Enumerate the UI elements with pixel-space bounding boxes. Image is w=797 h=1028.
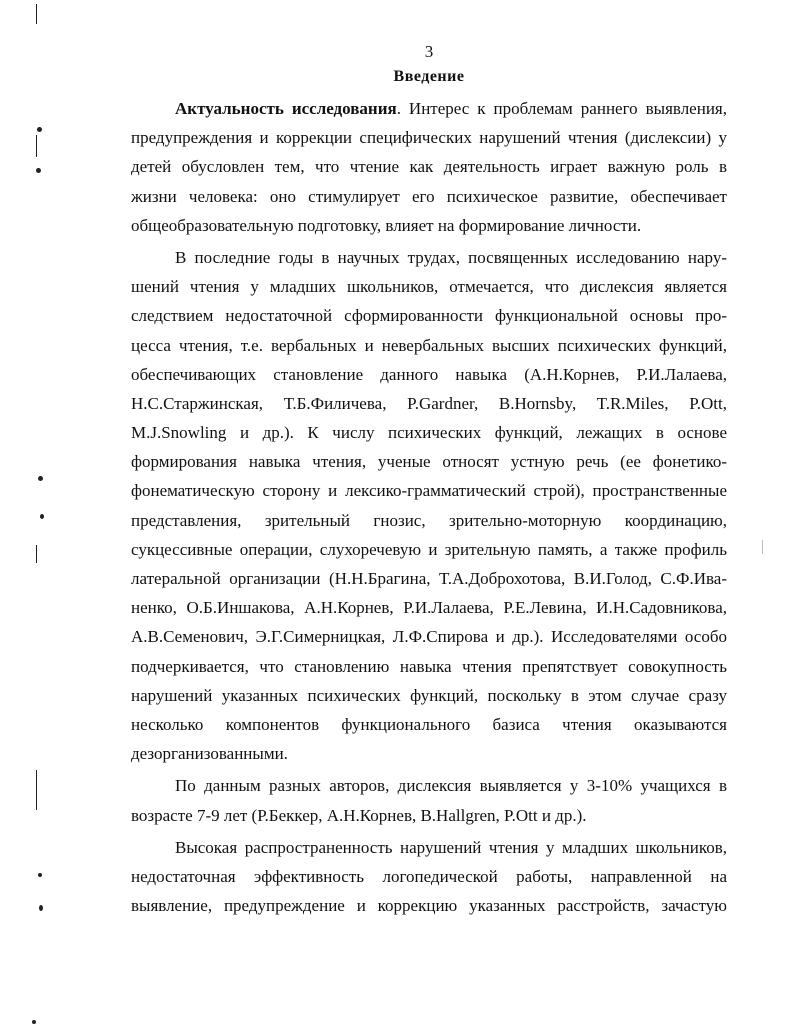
scan-dot-1 (37, 127, 42, 132)
page-heading: Введение (393, 68, 465, 85)
paragraph-3-line: возрасте 7-9 лет (Р.Беккер, А.Н.Корнев, B.Hallgren, P.Ott и др.). (131, 805, 587, 825)
paragraph-2-line: шений чтения у младших школьников, отмечается, что дислексия является (131, 277, 727, 297)
paragraph-4-line: недостаточная эффективность логопедической работы, направленной на (131, 866, 727, 886)
paragraph-2-line: следствием недостаточной сформированности функциональной основы про- (131, 306, 727, 326)
paragraph-1-line: Актуальность исследования. Интерес к проблемам раннего выявления, (175, 99, 727, 118)
document-body (131, 94, 727, 920)
paragraph-2-line: А.В.Семенович, Э.Г.Симерницкая, Л.Ф.Спирова и др.). Исследователями особо (131, 627, 727, 647)
paragraph-4-line: Высокая распространенность нарушений чтения у младших школьников, (175, 837, 727, 857)
scan-mark-right (762, 540, 763, 554)
paragraph-2-line: M.J.Snowling и др.). К числу психических функций, лежащих в основе (131, 423, 727, 443)
paragraph-2 (131, 243, 727, 768)
paragraph-2-line: дезорганизованными. (131, 744, 288, 764)
scan-dot-6 (39, 905, 43, 911)
scan-mark-1 (36, 135, 37, 157)
paragraph-lead: Актуальность исследования (175, 99, 397, 118)
scan-dot-2 (36, 168, 41, 173)
scan-dot-5 (38, 873, 42, 877)
paragraph-2-line: несколько компонентов функционального базиса чтения оказываются (131, 714, 727, 734)
paragraph-1-line: предупреждения и коррекции специфических нарушений чтения (дислексии) у (131, 128, 727, 148)
paragraph-2-line: подчеркивается, что становлению навыка чтения препятствует совокупность (131, 656, 727, 676)
paragraph-2-line: обеспечивающих становление данного навыка (А.Н.Корнев, Р.И.Лалаева, (131, 364, 727, 384)
paragraph-1 (131, 94, 727, 240)
paragraph-2-line: цесса чтения, т.е. вербальных и невербальных высших психических функций, (131, 335, 727, 355)
scan-dot-3 (38, 476, 43, 481)
paragraph-1-line: детей обусловлен тем, что чтение как деятельность играет важную роль в (131, 157, 727, 177)
paragraph-2-line: нарушений указанных психических функций, поскольку в этом случае сразу (131, 685, 727, 705)
paragraph-2-line: В последние годы в научных трудах, посвященных исследованию нару- (175, 247, 727, 267)
scan-dot-bottom (32, 1020, 36, 1024)
scan-mark-2 (36, 545, 37, 563)
paragraph-2-line: ненко, О.Б.Иншакова, А.Н.Корнев, Р.И.Лалаева, Р.Е.Левина, И.Н.Садовникова, (131, 598, 727, 618)
scan-mark-top (36, 4, 37, 24)
paragraph-2-line: формирования навыка чтения, ученые относят устную речь (ее фонетико- (131, 452, 727, 472)
paragraph-4-line: выявление, предупреждение и коррекцию указанных расстройств, зачастую (131, 896, 727, 916)
page-number: 3 (424, 42, 434, 61)
paragraph-2-line: фонематическую сторону и лексико-грамматический строй), пространственные (131, 481, 727, 501)
paragraph-1-line: жизни человека: оно стимулирует его психическое развитие, обеспечивает (131, 186, 727, 206)
paragraph-1-line: общеобразовательную подготовку, влияет на формирование личности. (131, 215, 642, 235)
paragraph-3-line: По данным разных авторов, дислексия выявляется у 3-10% учащихся в (175, 776, 727, 796)
paragraph-4 (131, 833, 727, 921)
paragraph-3 (131, 771, 727, 829)
paragraph-2-line: сукцессивные операции, слухоречевую и зрительную память, а также профиль (131, 539, 727, 559)
scan-mark-3 (36, 770, 37, 810)
paragraph-2-line: представления, зрительный гнозис, зрительно-моторную координацию, (131, 510, 727, 530)
scan-dot-4 (40, 514, 44, 519)
paragraph-2-line: Н.С.Старжинская, Т.Б.Филичева, P.Gardner, B.Hornsby, T.R.Miles, P.Ott, (131, 393, 727, 413)
paragraph-2-line: латеральной организации (Н.Н.Брагина, Т.А.Доброхотова, В.И.Голод, С.Ф.Ива- (131, 569, 727, 588)
